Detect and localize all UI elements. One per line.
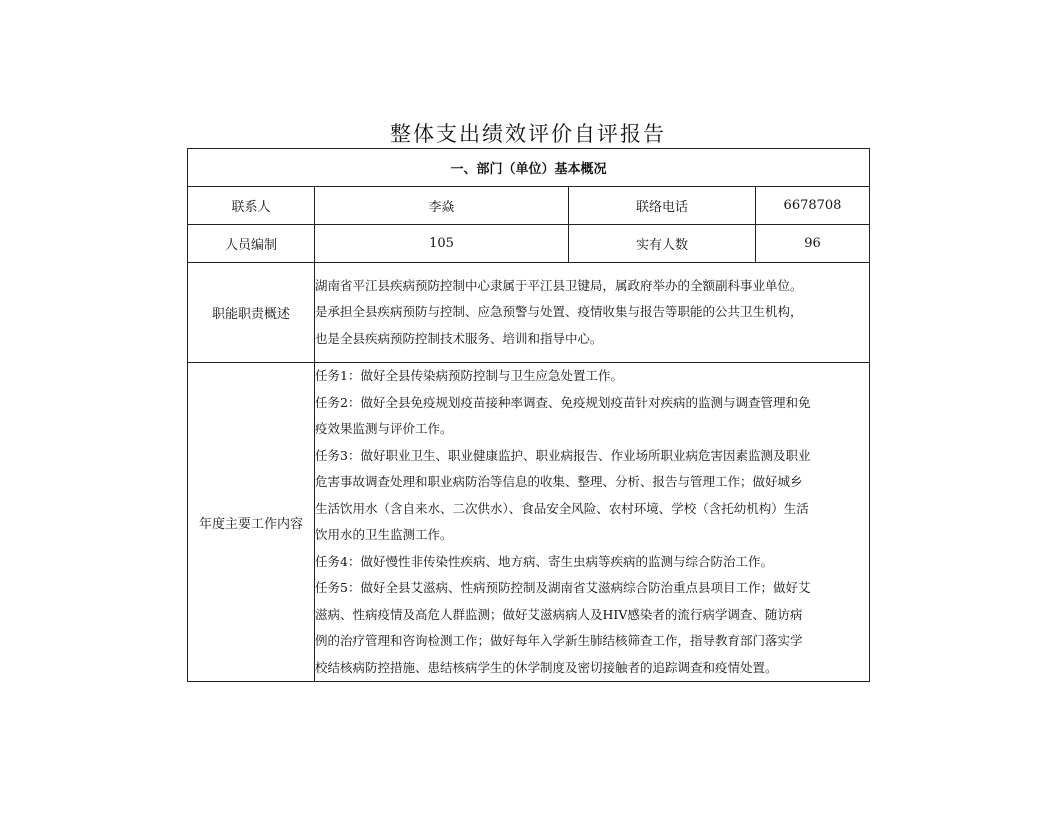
duties-line: 是承担全县疾病预防与控制、应急预警与处置、疫情收集与报告等职能的公共卫生机构， [315, 304, 803, 320]
duties-text [315, 263, 870, 363]
duties-line: 湖南省平江县疾病预防控制中心隶属于平江县卫键局，属政府举办的全额副科事业单位。 [315, 277, 803, 293]
staff-actual-label: 实有人数 [569, 225, 756, 263]
duties-line: 也是全县疾病预防控制技术服务、培训和指导中心。 [315, 330, 603, 346]
tasks-label: 年度主要工作内容 [188, 363, 315, 682]
task-line: 任务5：做好全县艾滋病、性病预防控制及湖南省艾滋病综合防治重点县项目工作；做好艾 [315, 580, 811, 595]
task-line: 任务2：做好全县免疫规划疫苗接种率调查、免疫规划疫苗针对疾病的监测与调查管理和免 [315, 394, 811, 410]
task-line: 任务4：做好慢性非传染性疾病、地方病、寄生虫病等疾病的监测与综合防治工作。 [315, 553, 773, 569]
phone-value: 6678708 [756, 187, 870, 225]
staff-quota-label: 人员编制 [188, 225, 315, 263]
section-heading: 一、部门（单位）基本概况 [188, 149, 870, 187]
contact-row [188, 187, 870, 225]
task-line: 任务3：做好职业卫生、职业健康监护、职业病报告、作业场所职业病危害因素监测及职业 [315, 447, 811, 463]
task-line: 疫效果监测与评价工作。 [315, 421, 453, 436]
task-line: 任务1：做好全县传染病预防控制与卫生应急处置工作。 [315, 368, 623, 383]
task-line: 危害事故调查处理和职业病防治等信息的收集、整理、分析、报告与管理工作；做好城乡 [315, 474, 803, 489]
tasks-row [188, 363, 870, 682]
task-line: 校结核病防控措施、患结核病学生的休学制度及密切接触者的追踪调查和疫情处置。 [315, 659, 778, 675]
document-title: 整体支出绩效评价自评报告 [390, 122, 666, 146]
tasks-text [315, 363, 870, 682]
duties-label: 职能职责概述 [188, 263, 315, 363]
duties-row [188, 263, 870, 363]
contact-value: 李焱 [315, 187, 569, 225]
staff-actual-value: 96 [756, 225, 870, 263]
phone-label: 联络电话 [569, 187, 756, 225]
report-table [187, 148, 870, 682]
task-line: 生活饮用水（含自来水、二次供水）、食品安全风险、农村环境、学校（含托幼机构）生活 [315, 500, 809, 516]
section-heading-row [188, 149, 870, 187]
contact-label: 联系人 [188, 187, 315, 225]
task-line: 例的治疗管理和咨询检测工作；做好每年入学新生肺结核筛查工作，指导教育部门落实学 [315, 633, 803, 648]
staff-quota-value: 105 [315, 225, 569, 263]
staff-row [188, 225, 870, 263]
task-line: 滋病、性病疫情及高危人群监测；做好艾滋病病人及HIV感染者的流行病学调查、随访病 [315, 606, 803, 622]
task-line: 饮用水的卫生监测工作。 [315, 527, 453, 542]
